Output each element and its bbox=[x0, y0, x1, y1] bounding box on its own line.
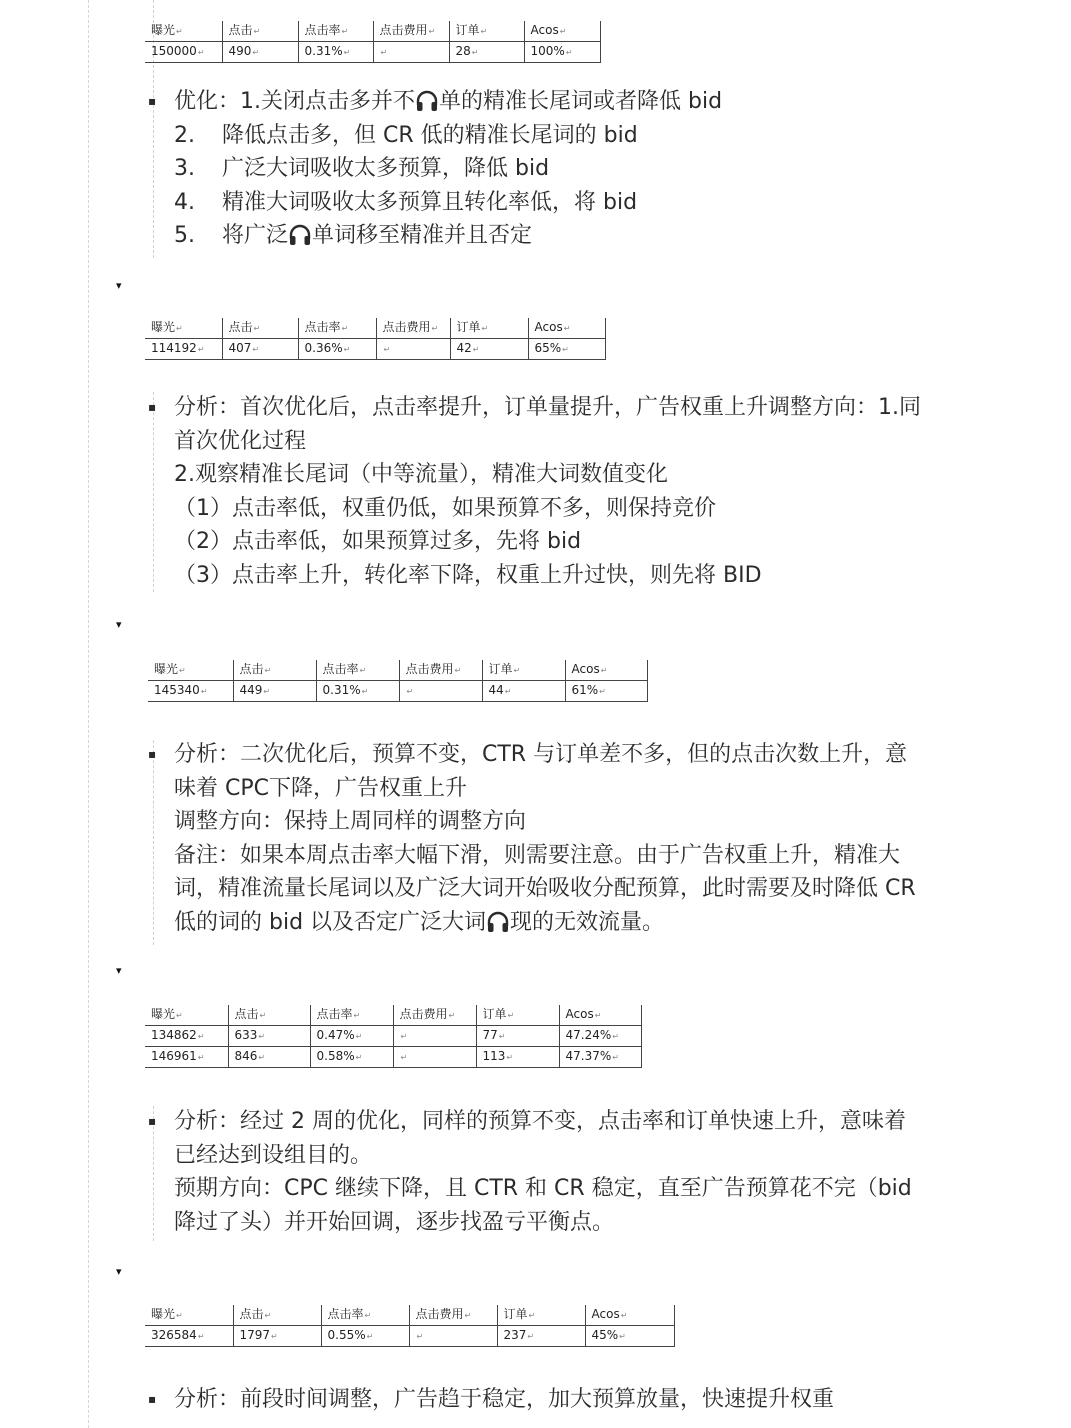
table-cell: 0.36%↵ bbox=[298, 339, 376, 360]
text-line: 预期方向：CPC 继续下降，且 CTR 和 CR 稳定，直至广告预算花不完（bid bbox=[174, 1176, 912, 1201]
table-cell: ↵ bbox=[376, 339, 450, 360]
table-cell: 114192↵ bbox=[145, 339, 222, 360]
text-line: 词，精准流量长尾词以及广泛大词开始吸收分配预算，此时需要及时降低 CR bbox=[174, 876, 916, 901]
headphones-icon bbox=[415, 90, 439, 112]
list-item: 2. 降低点击多，但 CR 低的精准长尾词的 bid bbox=[174, 122, 638, 148]
table-header-row bbox=[148, 660, 647, 681]
table-cell: ↵ bbox=[373, 42, 449, 63]
text-line: （3）点击率上升，转化率下降，权重上升过快，则先将 BID bbox=[174, 562, 762, 588]
outline-guide bbox=[88, 0, 89, 1428]
table-cell: ↵ bbox=[393, 1047, 476, 1068]
header-cell: 点击↵ bbox=[233, 660, 316, 681]
header-cell: 订单↵ bbox=[482, 660, 565, 681]
table-row bbox=[148, 681, 647, 702]
collapse-toggle-icon[interactable]: ▾ bbox=[116, 964, 122, 977]
header-cell: 曝光↵ bbox=[145, 318, 222, 339]
section-analysis-1 bbox=[148, 391, 988, 592]
headphones-icon bbox=[288, 224, 312, 246]
data-table bbox=[145, 21, 601, 63]
text-line: 优化：1.关闭点击多并不 单的精准长尾词或者降低 bid bbox=[174, 89, 723, 114]
text-line: 调整方向：保持上周同样的调整方向 bbox=[174, 809, 527, 834]
bullet-icon: ▪ bbox=[148, 747, 157, 761]
list-item: 5. 将广泛 单词移至精准并且否定 bbox=[174, 223, 533, 248]
header-cell: 点击费用↵ bbox=[409, 1305, 497, 1326]
data-table bbox=[145, 318, 606, 360]
table-cell: 28↵ bbox=[449, 42, 524, 63]
text-line: 2.观察精准长尾词（中等流量），精准大词数值变化 bbox=[174, 462, 668, 487]
table-cell: 490↵ bbox=[222, 42, 298, 63]
table-header-row bbox=[145, 21, 600, 42]
table-cell: 1797↵ bbox=[233, 1326, 321, 1347]
bullet-icon: ▪ bbox=[148, 400, 157, 414]
table-cell: 145340↵ bbox=[148, 681, 233, 702]
table-cell: 846↵ bbox=[228, 1047, 310, 1068]
bullet-icon: ▪ bbox=[148, 1392, 157, 1406]
header-cell: 点击率↵ bbox=[310, 1005, 393, 1026]
table-cell: 407↵ bbox=[222, 339, 298, 360]
table-row bbox=[145, 1026, 641, 1047]
text-line: 味着 CPC下降，广告权重上升 bbox=[174, 775, 467, 801]
table-cell: 150000↵ bbox=[145, 42, 222, 63]
table-header-row bbox=[145, 1005, 641, 1026]
header-cell: 点击率↵ bbox=[321, 1305, 409, 1326]
header-cell: 曝光↵ bbox=[145, 1005, 228, 1026]
table-cell: 0.58%↵ bbox=[310, 1047, 393, 1068]
header-cell: 点击↵ bbox=[233, 1305, 321, 1326]
header-cell: Acos↵ bbox=[524, 21, 600, 42]
section-analysis-2 bbox=[148, 738, 988, 939]
table-cell: 65%↵ bbox=[528, 339, 605, 360]
collapse-toggle-icon[interactable]: ▾ bbox=[116, 1265, 122, 1278]
headphones-icon bbox=[486, 911, 510, 933]
header-cell: Acos↵ bbox=[528, 318, 605, 339]
table-cell: 449↵ bbox=[233, 681, 316, 702]
table-cell: 326584↵ bbox=[145, 1326, 233, 1347]
table-cell: 134862↵ bbox=[145, 1026, 228, 1047]
header-cell: 点击费用↵ bbox=[399, 660, 482, 681]
table-cell: 237↵ bbox=[497, 1326, 585, 1347]
table-cell: 42↵ bbox=[450, 339, 528, 360]
header-cell: 点击↵ bbox=[222, 21, 298, 42]
header-cell: Acos↵ bbox=[565, 660, 647, 681]
table-cell: ↵ bbox=[393, 1026, 476, 1047]
bullet-icon: ▪ bbox=[148, 1114, 157, 1128]
text-line: 分析：前段时间调整，广告趋于稳定，加大预算放量，快速提升权重 bbox=[174, 1387, 835, 1412]
text-line: 低的词的 bid 以及否定广泛大词 现的无效流量。 bbox=[174, 909, 665, 935]
collapse-toggle-icon[interactable]: ▾ bbox=[116, 279, 122, 292]
data-table bbox=[145, 1305, 675, 1347]
bullet-icon: ▪ bbox=[148, 94, 157, 108]
header-cell: 曝光↵ bbox=[148, 660, 233, 681]
text-line: （2）点击率低，如果预算过多，先将 bid bbox=[174, 529, 582, 554]
table-cell: ↵ bbox=[399, 681, 482, 702]
table-cell: 47.24%↵ bbox=[559, 1026, 641, 1047]
table-cell: 0.31%↵ bbox=[316, 681, 399, 702]
table-cell: ↵ bbox=[409, 1326, 497, 1347]
header-cell: 订单↵ bbox=[450, 318, 528, 339]
header-cell: 订单↵ bbox=[449, 21, 524, 42]
table-cell: 45%↵ bbox=[585, 1326, 674, 1347]
list-item: 3. 广泛大词吸收太多预算，降低 bid bbox=[174, 156, 550, 181]
text-line: 分析：经过 2 周的优化，同样的预算不变，点击率和订单快速上升，意味着 bbox=[174, 1109, 906, 1134]
header-cell: 点击费用↵ bbox=[373, 21, 449, 42]
header-cell: 点击率↵ bbox=[298, 318, 376, 339]
table-cell: 44↵ bbox=[482, 681, 565, 702]
text-line: 首次优化过程 bbox=[174, 428, 307, 454]
table-cell: 0.47%↵ bbox=[310, 1026, 393, 1047]
table-cell: 0.55%↵ bbox=[321, 1326, 409, 1347]
header-cell: Acos↵ bbox=[585, 1305, 674, 1326]
header-cell: Acos↵ bbox=[559, 1005, 641, 1026]
header-cell: 曝光↵ bbox=[145, 1305, 233, 1326]
text-line: 分析：首次优化后，点击率提升，订单量提升，广告权重上升调整方向：1.同 bbox=[174, 395, 921, 420]
list-item: 4. 精准大词吸收太多预算且转化率低，将 bid bbox=[174, 189, 638, 215]
data-table bbox=[148, 660, 648, 702]
table-cell: 146961↵ bbox=[145, 1047, 228, 1068]
table-cell: 113↵ bbox=[476, 1047, 559, 1068]
text-line: 分析：二次优化后，预算不变，CTR 与订单差不多，但的点击次数上升，意 bbox=[174, 742, 908, 767]
header-cell: 点击率↵ bbox=[316, 660, 399, 681]
text-line: 降过了头）并开始回调，逐步找盈亏平衡点。 bbox=[174, 1209, 615, 1235]
header-cell: 点击率↵ bbox=[298, 21, 373, 42]
data-table bbox=[145, 1005, 642, 1068]
table-row bbox=[145, 1326, 674, 1347]
table-header-row bbox=[145, 318, 605, 339]
table-row bbox=[145, 42, 600, 63]
section-analysis-4 bbox=[148, 1383, 988, 1417]
table-cell: 77↵ bbox=[476, 1026, 559, 1047]
header-cell: 订单↵ bbox=[476, 1005, 559, 1026]
text-line: 已经达到设组目的。 bbox=[174, 1142, 373, 1168]
header-cell: 曝光↵ bbox=[145, 21, 222, 42]
header-cell: 订单↵ bbox=[497, 1305, 585, 1326]
table-row bbox=[145, 1047, 641, 1068]
text-line: 备注：如果本周点击率大幅下滑，则需要注意。由于广告权重上升，精准大 bbox=[174, 842, 901, 868]
table-cell: 47.37%↵ bbox=[559, 1047, 641, 1068]
table-row bbox=[145, 339, 605, 360]
table-cell: 100%↵ bbox=[524, 42, 600, 63]
section-optimization bbox=[148, 85, 988, 253]
header-cell: 点击费用↵ bbox=[393, 1005, 476, 1026]
text-line: （1）点击率低，权重仍低，如果预算不多，则保持竞价 bbox=[174, 495, 716, 521]
table-cell: 61%↵ bbox=[565, 681, 647, 702]
table-header-row bbox=[145, 1305, 674, 1326]
table-cell: 633↵ bbox=[228, 1026, 310, 1047]
collapse-toggle-icon[interactable]: ▾ bbox=[116, 618, 122, 631]
header-cell: 点击↵ bbox=[228, 1005, 310, 1026]
section-analysis-3 bbox=[148, 1105, 988, 1239]
header-cell: 点击↵ bbox=[222, 318, 298, 339]
header-cell: 点击费用↵ bbox=[376, 318, 450, 339]
table-cell: 0.31%↵ bbox=[298, 42, 373, 63]
